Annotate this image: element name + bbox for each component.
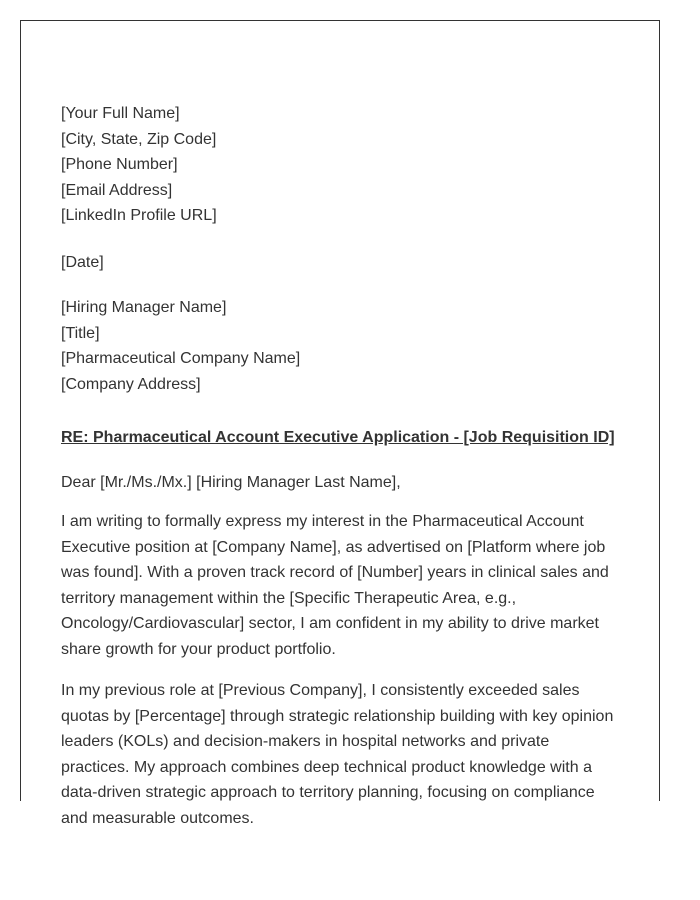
sender-phone: [Phone Number] bbox=[61, 156, 178, 173]
recipient-company: [Pharmaceutical Company Name] bbox=[61, 350, 301, 367]
recipient-address-block bbox=[61, 295, 621, 397]
letter-content bbox=[61, 101, 621, 847]
letter-page bbox=[20, 20, 660, 827]
letter-date: [Date] bbox=[61, 253, 104, 271]
salutation: Dear [Mr./Ms./Mx.] [Hiring Manager Last Name], bbox=[61, 474, 401, 491]
body-paragraph: I am writing to formally express my interest in the Pharmaceutical Account Executive position at [Company Name], as advertised on [Platform where job was found]. With a proven track record of [Number] years in clinical sales and territory management within the [Specific Therapeutic Area, e.g., Oncology/Cardiovascular] sector, I am confident in my ability to drive market share growth for your product portfolio. bbox=[61, 513, 609, 658]
recipient-title: [Title] bbox=[61, 324, 100, 342]
sender-email: [Email Address] bbox=[61, 181, 173, 199]
sender-full-name: [Your Full Name] bbox=[61, 105, 180, 122]
recipient-name: [Hiring Manager Name] bbox=[61, 299, 227, 316]
date-block bbox=[61, 250, 621, 276]
sender-city-state-zip: [City, State, Zip Code] bbox=[61, 130, 217, 148]
recipient-address: [Company Address] bbox=[61, 375, 201, 393]
sender-address-block bbox=[61, 101, 621, 229]
subject-line: RE: Pharmaceutical Account Executive Application - [Job Requisition ID] bbox=[61, 429, 615, 446]
body-paragraph: In my previous role at [Previous Company], I consistently exceeded sales quotas by [Percentage] through strategic relationship building with key opinion leaders (KOLs) and decision-makers in hospital networks and private practices. My approach combines deep technical product knowledge with a data-driven strategic approach to territory planning, focusing on compliance and measurable outcomes. bbox=[61, 682, 614, 827]
sender-linkedin: [LinkedIn Profile URL] bbox=[61, 207, 217, 224]
